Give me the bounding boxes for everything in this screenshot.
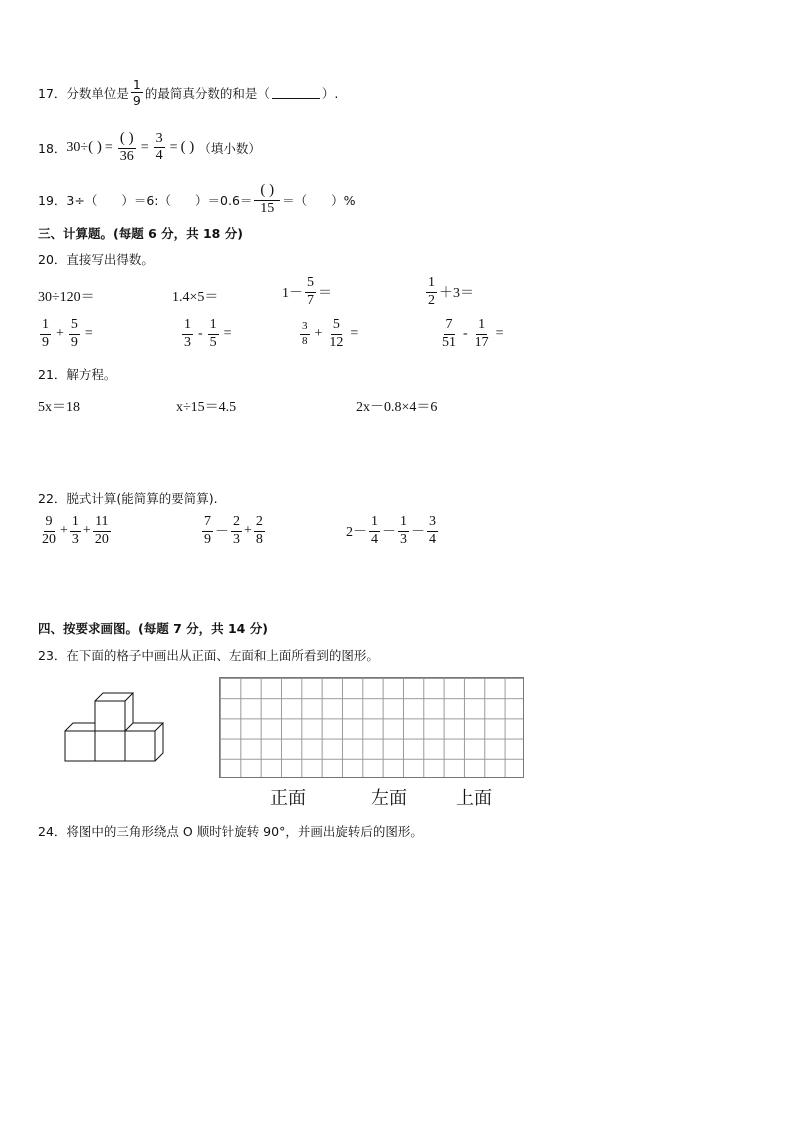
- question-20-title: 20．直接写出得数。: [38, 252, 154, 267]
- section-3-heading: 三、计算题。(每题 6 分，共 18 分): [38, 226, 243, 241]
- q19-part-e: ）%: [331, 192, 356, 208]
- q22-expression-2: $\frac{7}{9}$ － $\frac{2}{3}$ + $\frac{2}{8}$: [204, 514, 263, 547]
- q19-fraction: $\frac{( )}{15}$: [254, 183, 280, 216]
- view-label-top: 上面: [456, 788, 492, 808]
- q18-dividend: 30÷: [66, 139, 89, 155]
- q19-part-b: ）＝6:（: [121, 192, 172, 208]
- q17-suffix: 的最简真分数的和是（: [144, 85, 270, 101]
- section-4-heading: 四、按要求画图。(每题 7 分，共 14 分): [38, 621, 268, 636]
- question-22-title: 22．脱式计算(能简算的要简算).: [38, 491, 218, 506]
- q20-item-a: 30÷120＝: [38, 290, 95, 305]
- q17-fraction: $\frac{1}{9}$: [132, 77, 141, 109]
- q19-part-a: 3÷（: [66, 192, 98, 208]
- q17-close: ）.: [321, 85, 339, 101]
- q18-blank-1[interactable]: ( ): [88, 139, 102, 156]
- q18-fraction-2: $\frac{3}{4}$: [155, 130, 163, 164]
- cube-arrangement-figure: [60, 688, 170, 766]
- view-label-front: 正面: [270, 788, 306, 808]
- view-label-left: 左面: [371, 788, 407, 808]
- q20-item-e: $\frac{1}{9}$ + $\frac{5}{9}$ =: [42, 317, 93, 350]
- question-24-title: 24．将图中的三角形绕点 O 顺时针旋转 90°，并画出旋转后的图形。: [38, 824, 423, 839]
- question-18: 18． 30÷ ( ) = $\frac{( )}{36}$ = $\frac{3}{4}$ = ( ) （填小数）: [38, 130, 261, 164]
- q21-equation-3: 2x－0.8×4＝6: [356, 400, 438, 415]
- q20-item-f: $\frac{1}{3}$ - $\frac{1}{5}$ =: [184, 317, 232, 350]
- q20-item-g: $\frac{3}{8}$ + $\frac{5}{12}$ =: [302, 317, 359, 350]
- question-17: [38, 78, 338, 107]
- q18-label: 18．: [38, 140, 67, 156]
- q17-prefix: 17．分数单位是: [38, 85, 129, 101]
- q18-note: （填小数）: [198, 140, 261, 156]
- q21-equation-2: x÷15＝4.5: [176, 400, 237, 415]
- q19-part-c: ）＝0.6＝: [195, 192, 253, 208]
- q20-item-b: 1.4×5＝: [172, 290, 219, 305]
- q20-item-h: $\frac{7}{51}$ - $\frac{1}{17}$ =: [442, 317, 504, 350]
- q18-blank-2[interactable]: ( ): [180, 139, 195, 156]
- question-23-title: 23．在下面的格子中画出从正面、左面和上面所看到的图形。: [38, 648, 379, 663]
- q19-label: 19．: [38, 192, 67, 208]
- answer-blank[interactable]: [272, 86, 320, 99]
- q19-part-d: ＝（: [282, 192, 308, 208]
- q20-item-d: $\frac{1}{2}$ ＋3＝: [428, 275, 474, 308]
- question-21-title: 21．解方程。: [38, 367, 117, 382]
- q22-expression-3: 2－ $\frac{1}{4}$ － $\frac{1}{3}$ － $\frac{3}{4}$: [346, 514, 436, 547]
- question-19: [38, 183, 356, 216]
- drawing-grid[interactable]: [219, 677, 524, 778]
- q20-item-c: 1－ $\frac{5}{7}$ ＝: [282, 275, 332, 308]
- q21-equation-1: 5x＝18: [38, 400, 80, 415]
- q22-expression-1: $\frac{9}{20}$ + $\frac{1}{3}$ + $\frac{11}{20}$: [42, 514, 109, 547]
- q18-fraction-1: $\frac{( )}{36}$: [119, 130, 134, 164]
